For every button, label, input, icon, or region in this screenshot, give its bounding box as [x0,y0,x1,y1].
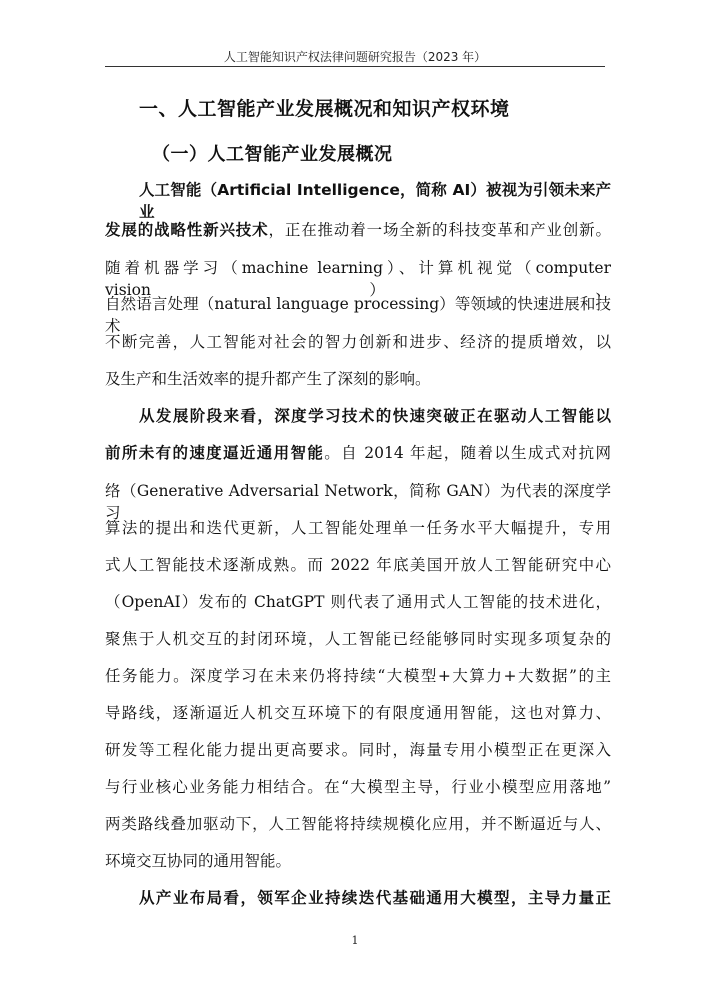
paragraph-line: 从产业布局看，领军企业持续迭代基础通用大模型，主导力量正 [139,889,611,907]
paragraph-line: 不断完善，人工智能对社会的智力创新和进步、经济的提质增效，以 [105,333,611,351]
paragraph-line: 任务能力。深度学习在未来仍将持续“大模型+大算力+大数据”的主 [105,667,611,685]
paragraph-line: 从发展阶段来看，深度学习技术的快速突破正在驱动人工智能以 [139,407,611,425]
paragraph-line: 络（Generative Adversarial Network，简称 GAN）为代表的深度学习 [105,482,611,522]
paragraph-line: 及生产和生活效率的提升都产生了深刻的影响。 [105,370,431,388]
paragraph-line: 前所未有的速度逼近通用智能。自 2014 年起，随着以生成式对抗网 [105,444,611,462]
section-heading: 一、人工智能产业发展概况和知识产权环境 [139,98,510,120]
paragraph-line: 算法的提出和迭代更新，人工智能处理单一任务水平大幅提升，专用 [105,519,611,537]
paragraph-line: 研发等工程化能力提出更高要求。同时，海量专用小模型正在更深入 [105,741,611,759]
paragraph-line: （OpenAI）发布的 ChatGPT 则代表了通用式人工智能的技术进化， [105,593,611,611]
paragraph-line: 发展的战略性新兴技术，正在推动着一场全新的科技变革和产业创新。 [105,221,611,239]
paragraph-line: 随着机器学习（machine learning）、计算机视觉（computer vision）、 [105,259,611,299]
page-number: 1 [351,934,359,947]
paragraph-line: 聚焦于人机交互的封闭环境，人工智能已经能够同时实现多项复杂的 [105,630,611,648]
running-header: 人工智能知识产权法律问题研究报告（2023 年） [223,50,487,64]
paragraph-line: 导路线，逐渐逼近人机交互环境下的有限度通用智能，这也对算力、 [105,704,611,722]
paragraph-line: 与行业核心业务能力相结合。在“大模型主导，行业小模型应用落地” [105,778,611,796]
header-divider [105,66,605,67]
subsection-heading: （一）人工智能产业发展概况 [152,144,393,165]
paragraph-line: 人工智能（Artificial Intelligence，简称 AI）被视为引领未来产业 [139,181,611,221]
paragraph-line: 环境交互协同的通用智能。 [105,852,292,870]
paragraph-line: 式人工智能技术逐渐成熟。而 2022 年底美国开放人工智能研究中心 [105,556,611,574]
paragraph-line: 两类路线叠加驱动下，人工智能将持续规模化应用，并不断逼近与人、 [105,815,611,833]
paragraph-line: 自然语言处理（natural language processing）等领域的快速进展和技术 [105,295,611,335]
